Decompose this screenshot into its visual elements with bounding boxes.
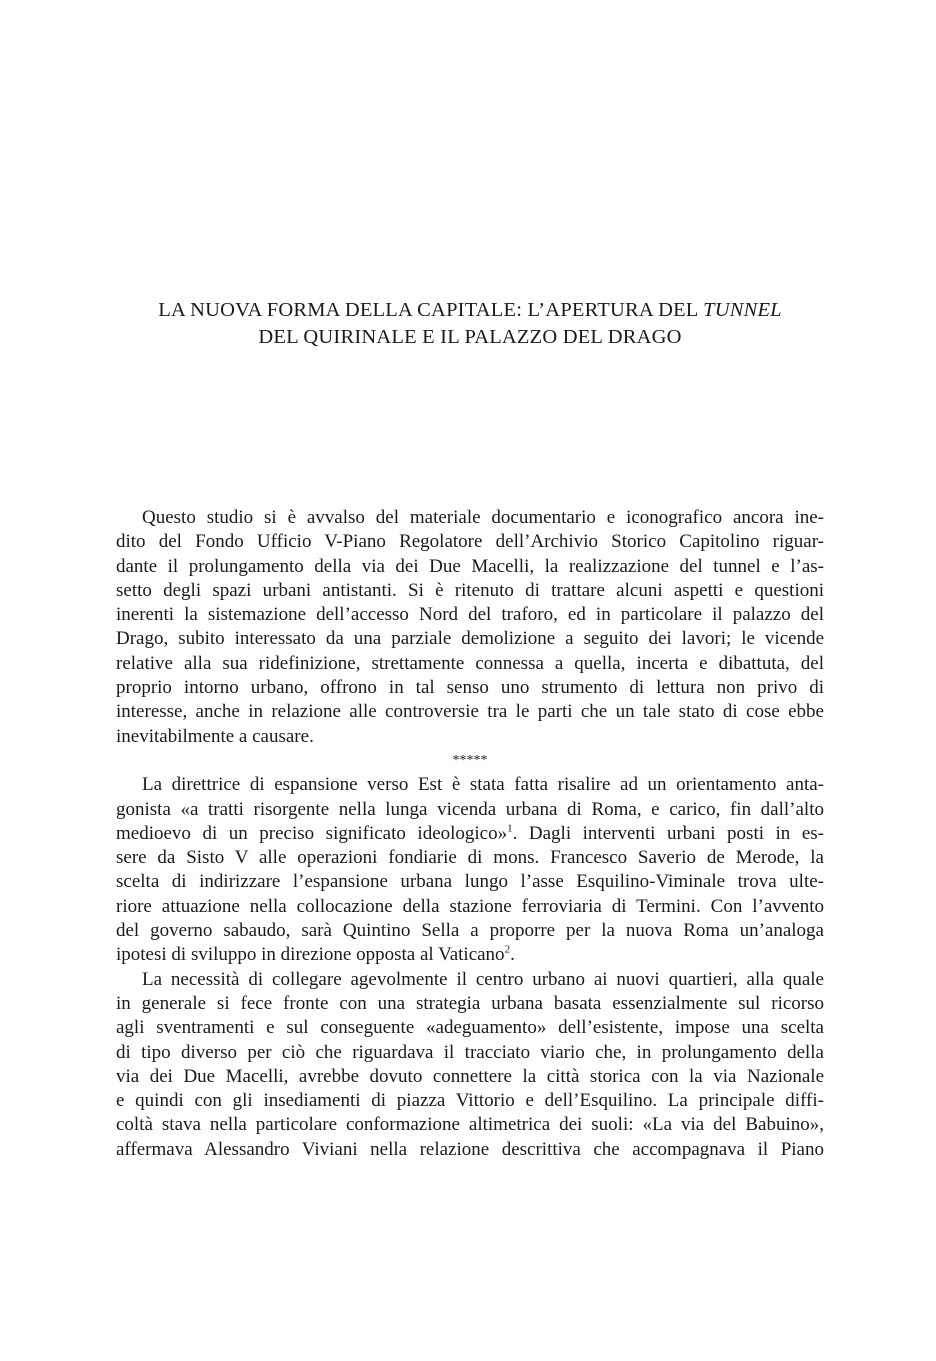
body-text	[116, 506, 824, 1162]
text-line: scelta di indirizzare l’espansione urbana lungo l’asse Esquilino-Viminale trova ulte-	[116, 871, 824, 893]
text-line: coltà stava nella particolare conformazione altimetrica dei suoli: «La via del Babuino»,	[116, 1114, 824, 1136]
text-line: La necessità di collegare agevolmente il centro urbano ai nuovi quartieri, alla quale	[142, 968, 824, 990]
text-line: inevitabilmente a causare.	[116, 725, 314, 747]
title-italic-word: TUNNEL	[703, 299, 782, 321]
footnote-ref-2[interactable]: 2	[504, 944, 511, 957]
text-line: interesse, anche in relazione alle controversie tra le parti che un tale stato di cose ebbe	[116, 701, 824, 723]
text-line: La direttrice di espansione verso Est è stata fatta risalire ad un orientamento anta-	[142, 774, 824, 796]
text-line: Drago, subito interessato da una parziale demolizione a seguito dei lavori; le vicende	[116, 628, 824, 650]
text-line: e quindi con gli insediamenti di piazza Vittorio e dell’Esquilino. La principale diffi-	[116, 1090, 824, 1112]
section-separator: *****	[452, 752, 488, 768]
text-line: agli sventramenti e sul conseguente «adeguamento» dell’esistente, impose una scelta	[116, 1017, 824, 1039]
text-line	[116, 943, 824, 967]
text-line: proprio intorno urbano, offrono in tal senso uno strumento di lettura non privo di	[116, 677, 824, 699]
text-line: gonista «a tratti risorgente nella lunga vicenda urbana di Roma, e carico, fin dall’alto	[116, 798, 824, 820]
text-line: sere da Sisto V alle operazioni fondiarie di mons. Francesco Saverio de Merode, la	[116, 847, 824, 869]
text-segment: . Dagli interventi urbani posti in es-	[512, 822, 824, 844]
text-line: dito del Fondo Ufficio V-Piano Regolatore dell’Archivio Storico Capitolino riguar-	[116, 531, 824, 553]
paragraph-3	[116, 968, 824, 1162]
text-segment: .	[510, 944, 515, 966]
text-line: setto degli spazi urbani antistanti. Si è ritenuto di trattare alcuni aspetti e questioni	[116, 579, 824, 601]
text-line: dante il prolungamento della via dei Due Macelli, la realizzazione del tunnel e l’as-	[116, 555, 824, 577]
text-line: Questo studio si è avvalso del materiale documentario e iconografico ancora ine-	[142, 507, 824, 528]
text-line: del governo sabaudo, sarà Quintino Sella a proporre per la nuova Roma un’analoga	[116, 920, 824, 942]
title-line-2: DEL QUIRINALE E IL PALAZZO DEL DRAGO	[258, 326, 682, 348]
paragraph-1	[116, 506, 824, 749]
text-line: relative alla sua ridefinizione, strettamente connessa a quella, incerta e dibattuta, del	[116, 652, 824, 674]
text-line: in generale si fece fronte con una strategia urbana basata essenzialmente sul ricorso	[116, 992, 824, 1014]
title-text: LA NUOVA FORMA DELLA CAPITALE: L’APERTURA DEL	[158, 299, 704, 321]
text-line: via dei Due Macelli, avrebbe dovuto connettere la città storica con la via Nazionale	[116, 1065, 824, 1087]
text-line: affermava Alessandro Viviani nella relazione descrittiva che accompagnava il Piano	[116, 1138, 824, 1160]
chapter-title	[116, 297, 824, 351]
title-line-1	[116, 297, 824, 324]
text-line: di tipo diverso per ciò che riguardava il tracciato viario che, in prolungamento della	[116, 1041, 824, 1063]
text-line: inerenti la sistemazione dell’accesso Nord del traforo, ed in particolare il palazzo del	[116, 604, 824, 626]
paragraph-2	[116, 773, 824, 967]
text-line: riore attuazione nella collocazione della stazione ferroviaria di Termini. Con l’avvento	[116, 895, 824, 917]
footnote-ref-1[interactable]: 1	[507, 822, 513, 835]
text-segment: medioevo di un preciso significato ideologico»	[116, 822, 508, 844]
text-line	[116, 822, 824, 846]
text-segment: ipotesi di sviluppo in direzione opposta al Vaticano	[116, 944, 505, 966]
